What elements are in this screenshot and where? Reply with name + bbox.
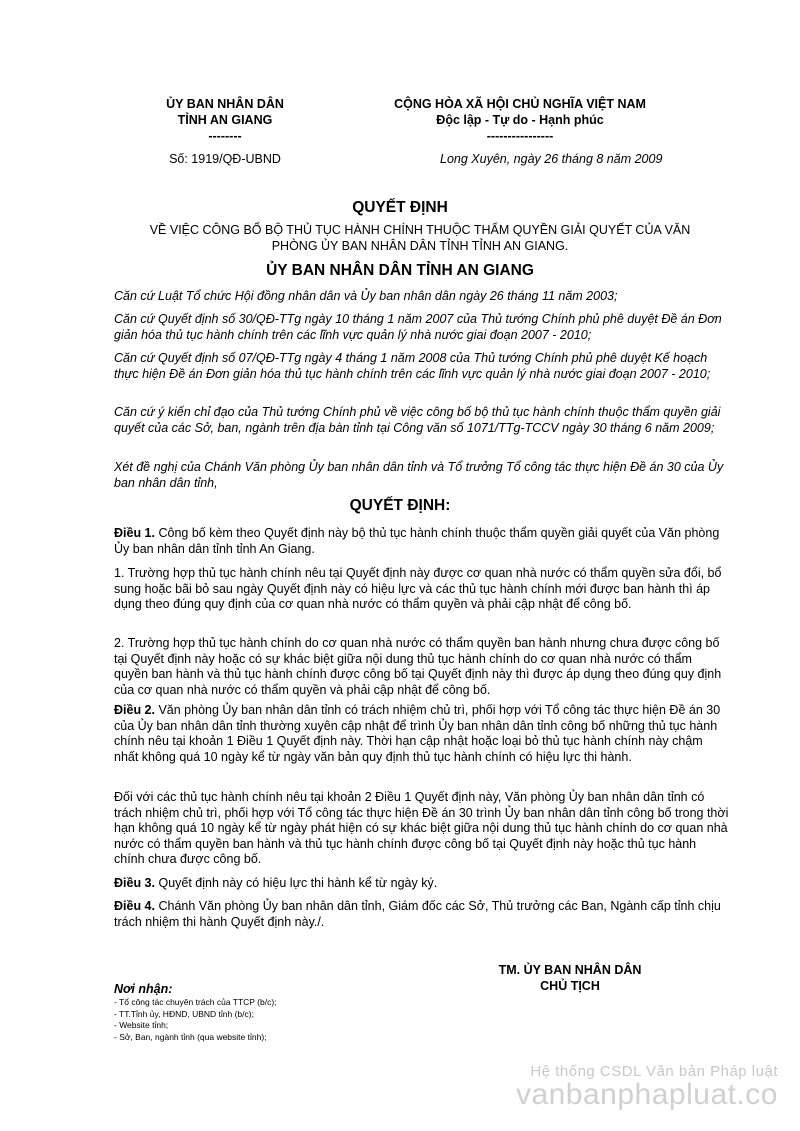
- recipient-item: - Sở, Ban, ngành tỉnh (qua website tỉnh);: [114, 1031, 267, 1042]
- recipient-item: - Website tỉnh;: [114, 1020, 169, 1030]
- legal-basis-2: Căn cứ Quyết định số 30/QĐ-TTg ngày 10 tháng 1 năm 2007 của Thủ tướng Chính phủ phê duyệt Đề án Đơn giản hóa thủ tục hành chính trên các lĩnh vực quản lý nhà nước giai đoạn 2007 - 2010;: [114, 312, 722, 342]
- national-motto: Độc lập - Tự do - Hạnh phúc: [436, 113, 604, 127]
- issuer-line2: TỈNH AN GIANG: [177, 113, 273, 127]
- document-number: Số: 1919/QĐ-UBND: [169, 152, 281, 166]
- article-4: [114, 899, 729, 930]
- article-2-label: Điều 2.: [114, 703, 155, 717]
- issuer-line1: ỦY BAN NHÂN DÂN: [166, 97, 284, 111]
- issuer-block: [130, 96, 320, 144]
- signature-line-2: CHỦ TỊCH: [540, 979, 600, 993]
- watermark-line-2: vanbanphapluat.co: [515, 1078, 778, 1111]
- subject-line-1: VỀ VIỆC CÔNG BỐ BỘ THỦ TỤC HÀNH CHÍNH THUỘC THẨM QUYỀN GIẢI QUYẾT CỦA VĂN: [149, 223, 691, 237]
- article-2-paragraph-2: Đối với các thủ tục hành chính nêu tại khoản 2 Điều 1 Quyết định này, Văn phòng Ủy ban nhân dân tỉnh có trách nhiệm chủ trì, phối hợp với Tổ công tác thực hiện Đề án 30 trình Ủy ban nhân dân tỉnh công bố trong thời hạn không quá 10 ngày kể từ ngày phát hiện có sự khác biệt giữa nội dung thủ tục hành chính do cơ quan nhà nước có thẩm quyền ban hành và thủ tục hành chính được công bố tại Quyết định này hoặc thủ tục hành chính chưa được công bố.: [114, 790, 729, 866]
- signature-line-1: TM. ỦY BAN NHÂN DÂN: [498, 963, 642, 977]
- article-1-clause-2: 2. Trường hợp thủ tục hành chính do cơ quan nhà nước có thẩm quyền ban hành nhưng chưa được công bố tại Quyết định này hoặc có sự khác biệt giữa nội dung thủ tục hành chính do cơ quan nhà nước có thẩm quyền ban hành và thủ tục hành chính được công bố tại Quyết định này thì được áp dụng theo đúng quy định của cơ quan nhà nước có thẩm quyền và phải cập nhật để công bố.: [114, 636, 722, 697]
- recipient-item: - TT.Tỉnh ủy, HĐND, UBND tỉnh (b/c);: [114, 1008, 254, 1019]
- national-header: [370, 96, 670, 144]
- issuing-authority: ỦY BAN NHÂN DÂN TỈNH AN GIANG: [266, 262, 534, 279]
- article-3-label: Điều 3.: [114, 876, 155, 890]
- motto-divider: ----------------: [486, 129, 554, 143]
- article-3-text: Quyết định này có hiệu lực thi hành kể từ ngày ký.: [155, 876, 438, 890]
- document-title: QUYẾT ĐỊNH: [352, 199, 448, 216]
- recipients-list: [114, 997, 277, 1043]
- article-4-label: Điều 4.: [114, 899, 155, 913]
- document-subject: [90, 222, 750, 254]
- article-1: [114, 526, 729, 557]
- recipient-item: - Tổ công tác chuyên trách của TTCP (b/c);: [114, 997, 277, 1007]
- subject-line-2: PHÒNG ỦY BAN NHÂN DÂN TỈNH TỈNH AN GIANG.: [271, 239, 569, 253]
- recipients-heading: Nơi nhận:: [114, 982, 173, 996]
- legal-basis-1: Căn cứ Luật Tổ chức Hội đồng nhân dân và Ủy ban nhân dân ngày 26 tháng 11 năm 2003;: [114, 289, 618, 303]
- article-1-clause-1: 1. Trường hợp thủ tục hành chính nêu tại Quyết định này được cơ quan nhà nước có thẩm quyền sửa đổi, bổ sung hoặc bãi bỏ sau ngày Quyết định này có hiệu lực và các thủ tục hành chính mới được ban hành thì áp dụng theo đúng quy định của cơ quan nhà nước có thẩm quyền và phải cập nhật để công bố.: [114, 566, 722, 611]
- article-1-text: Công bố kèm theo Quyết định này bộ thủ tục hành chính thuộc thẩm quyền giải quyết của Văn phòng Ủy ban nhân dân tỉnh tỉnh An Giang.: [114, 526, 720, 556]
- article-3: [114, 876, 729, 892]
- watermark-line-1: Hệ thống CSDL Văn bản Pháp luật: [530, 1063, 778, 1080]
- article-2: [114, 703, 729, 765]
- article-2-text: Văn phòng Ủy ban nhân dân tỉnh có trách nhiệm chủ trì, phối hợp với Tổ công tác thực hiện Đề án 30 của Ủy ban nhân dân tỉnh thường xuyên cập nhật để trình Ủy ban nhân dân tỉnh công bố những thủ tục hành chính nêu tại khoản 1 Điều 1 Quyết định này. Thời hạn cập nhật hoặc loại bỏ thủ tục hành chính này chậm nhất không quá 10 ngày kể từ ngày văn bản quy định thủ tục hành chính có hiệu lực thi hành.: [114, 703, 721, 764]
- legal-basis-5: Xét đề nghị của Chánh Văn phòng Ủy ban nhân dân tỉnh và Tổ trưởng Tổ công tác thực hiện Đề án 30 của Ủy ban nhân dân tỉnh,: [114, 460, 724, 490]
- signature-block: [470, 962, 670, 994]
- legal-basis-3: Căn cứ Quyết định số 07/QĐ-TTg ngày 4 tháng 1 năm 2008 của Thủ tướng Chính phủ phê duyệt Kế hoạch thực hiện Đề án Đơn giản hóa thủ tục hành chính trên các lĩnh vực quản lý nhà nước giai đoạn 2007 - 2010;: [114, 351, 711, 381]
- place-and-date: Long Xuyên, ngày 26 tháng 8 năm 2009: [440, 152, 663, 166]
- legal-basis-4: Căn cứ ý kiến chỉ đạo của Thủ tướng Chính phủ về việc công bố bộ thủ tục hành chính thuộc thẩm quyền giải quyết của các Sở, ban, ngành trên địa bàn tỉnh tại Công văn số 1071/TTg-TCCV ngày 30 tháng 6 năm 2009;: [114, 405, 721, 435]
- issuer-divider: --------: [208, 129, 242, 143]
- article-1-label: Điều 1.: [114, 526, 155, 540]
- nation-name: CỘNG HÒA XÃ HỘI CHỦ NGHĨA VIỆT NAM: [394, 97, 646, 111]
- decision-heading: QUYẾT ĐỊNH:: [349, 497, 451, 514]
- article-4-text: Chánh Văn phòng Ủy ban nhân dân tỉnh, Giám đốc các Sở, Thủ trưởng các Ban, Ngành cấp tỉnh chịu trách nhiệm thi hành Quyết định này./.: [114, 899, 721, 929]
